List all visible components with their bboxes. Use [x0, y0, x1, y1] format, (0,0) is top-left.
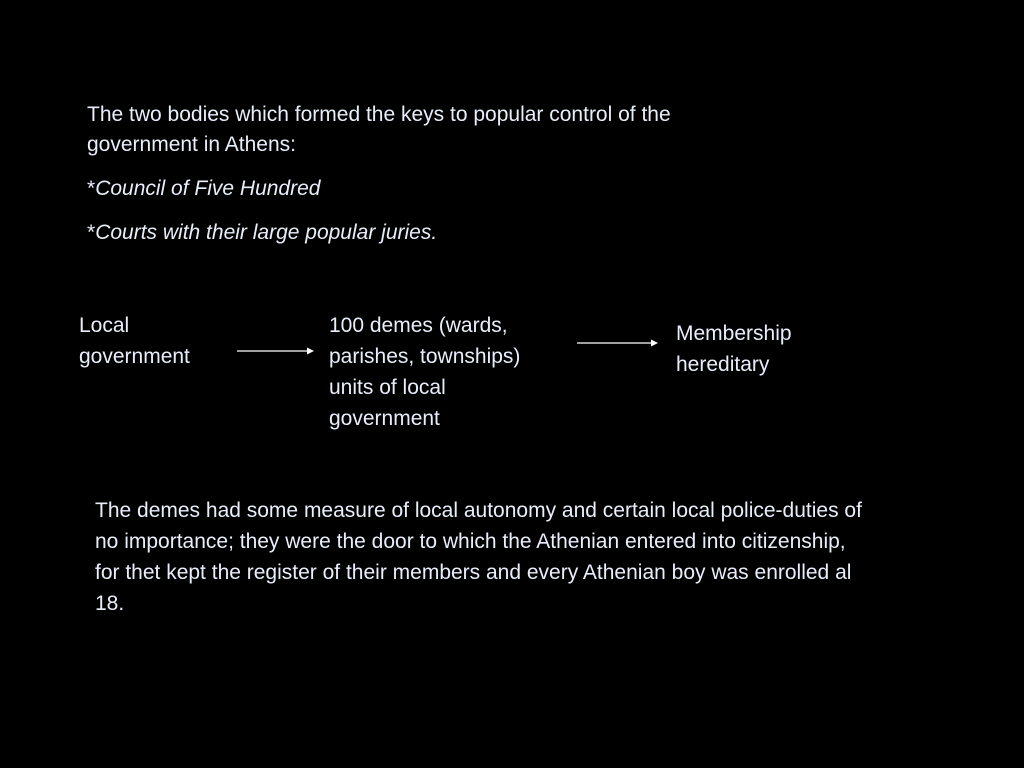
bullet-marker: * [87, 221, 96, 244]
intro-section [87, 100, 777, 248]
bullet-text: Council of Five Hundred [95, 177, 321, 200]
arrow-right-icon [237, 344, 315, 358]
bullet-courts [87, 218, 777, 248]
flow-node-membership-hereditary: Membership hereditary [676, 322, 792, 376]
bullet-marker: * [87, 177, 96, 200]
summary-paragraph: The demes had some measure of local autonomy and certain local police-duties of no importance; they were the door to which the Athenian entered into citizenship, for thet kept the register of their members and every Athenian boy was enrolled al 18. [95, 499, 862, 615]
flow-node-demes: 100 demes (wards, parishes, townships) units of local government [329, 314, 521, 430]
bullet-text: Courts with their large popular juries. [95, 221, 438, 244]
arrow-right-icon [577, 336, 659, 350]
intro-heading: The two bodies which formed the keys to popular control of the government in Athens: [87, 103, 671, 156]
bullet-council [87, 174, 777, 204]
flow-node-local-government: Local government [79, 314, 190, 368]
